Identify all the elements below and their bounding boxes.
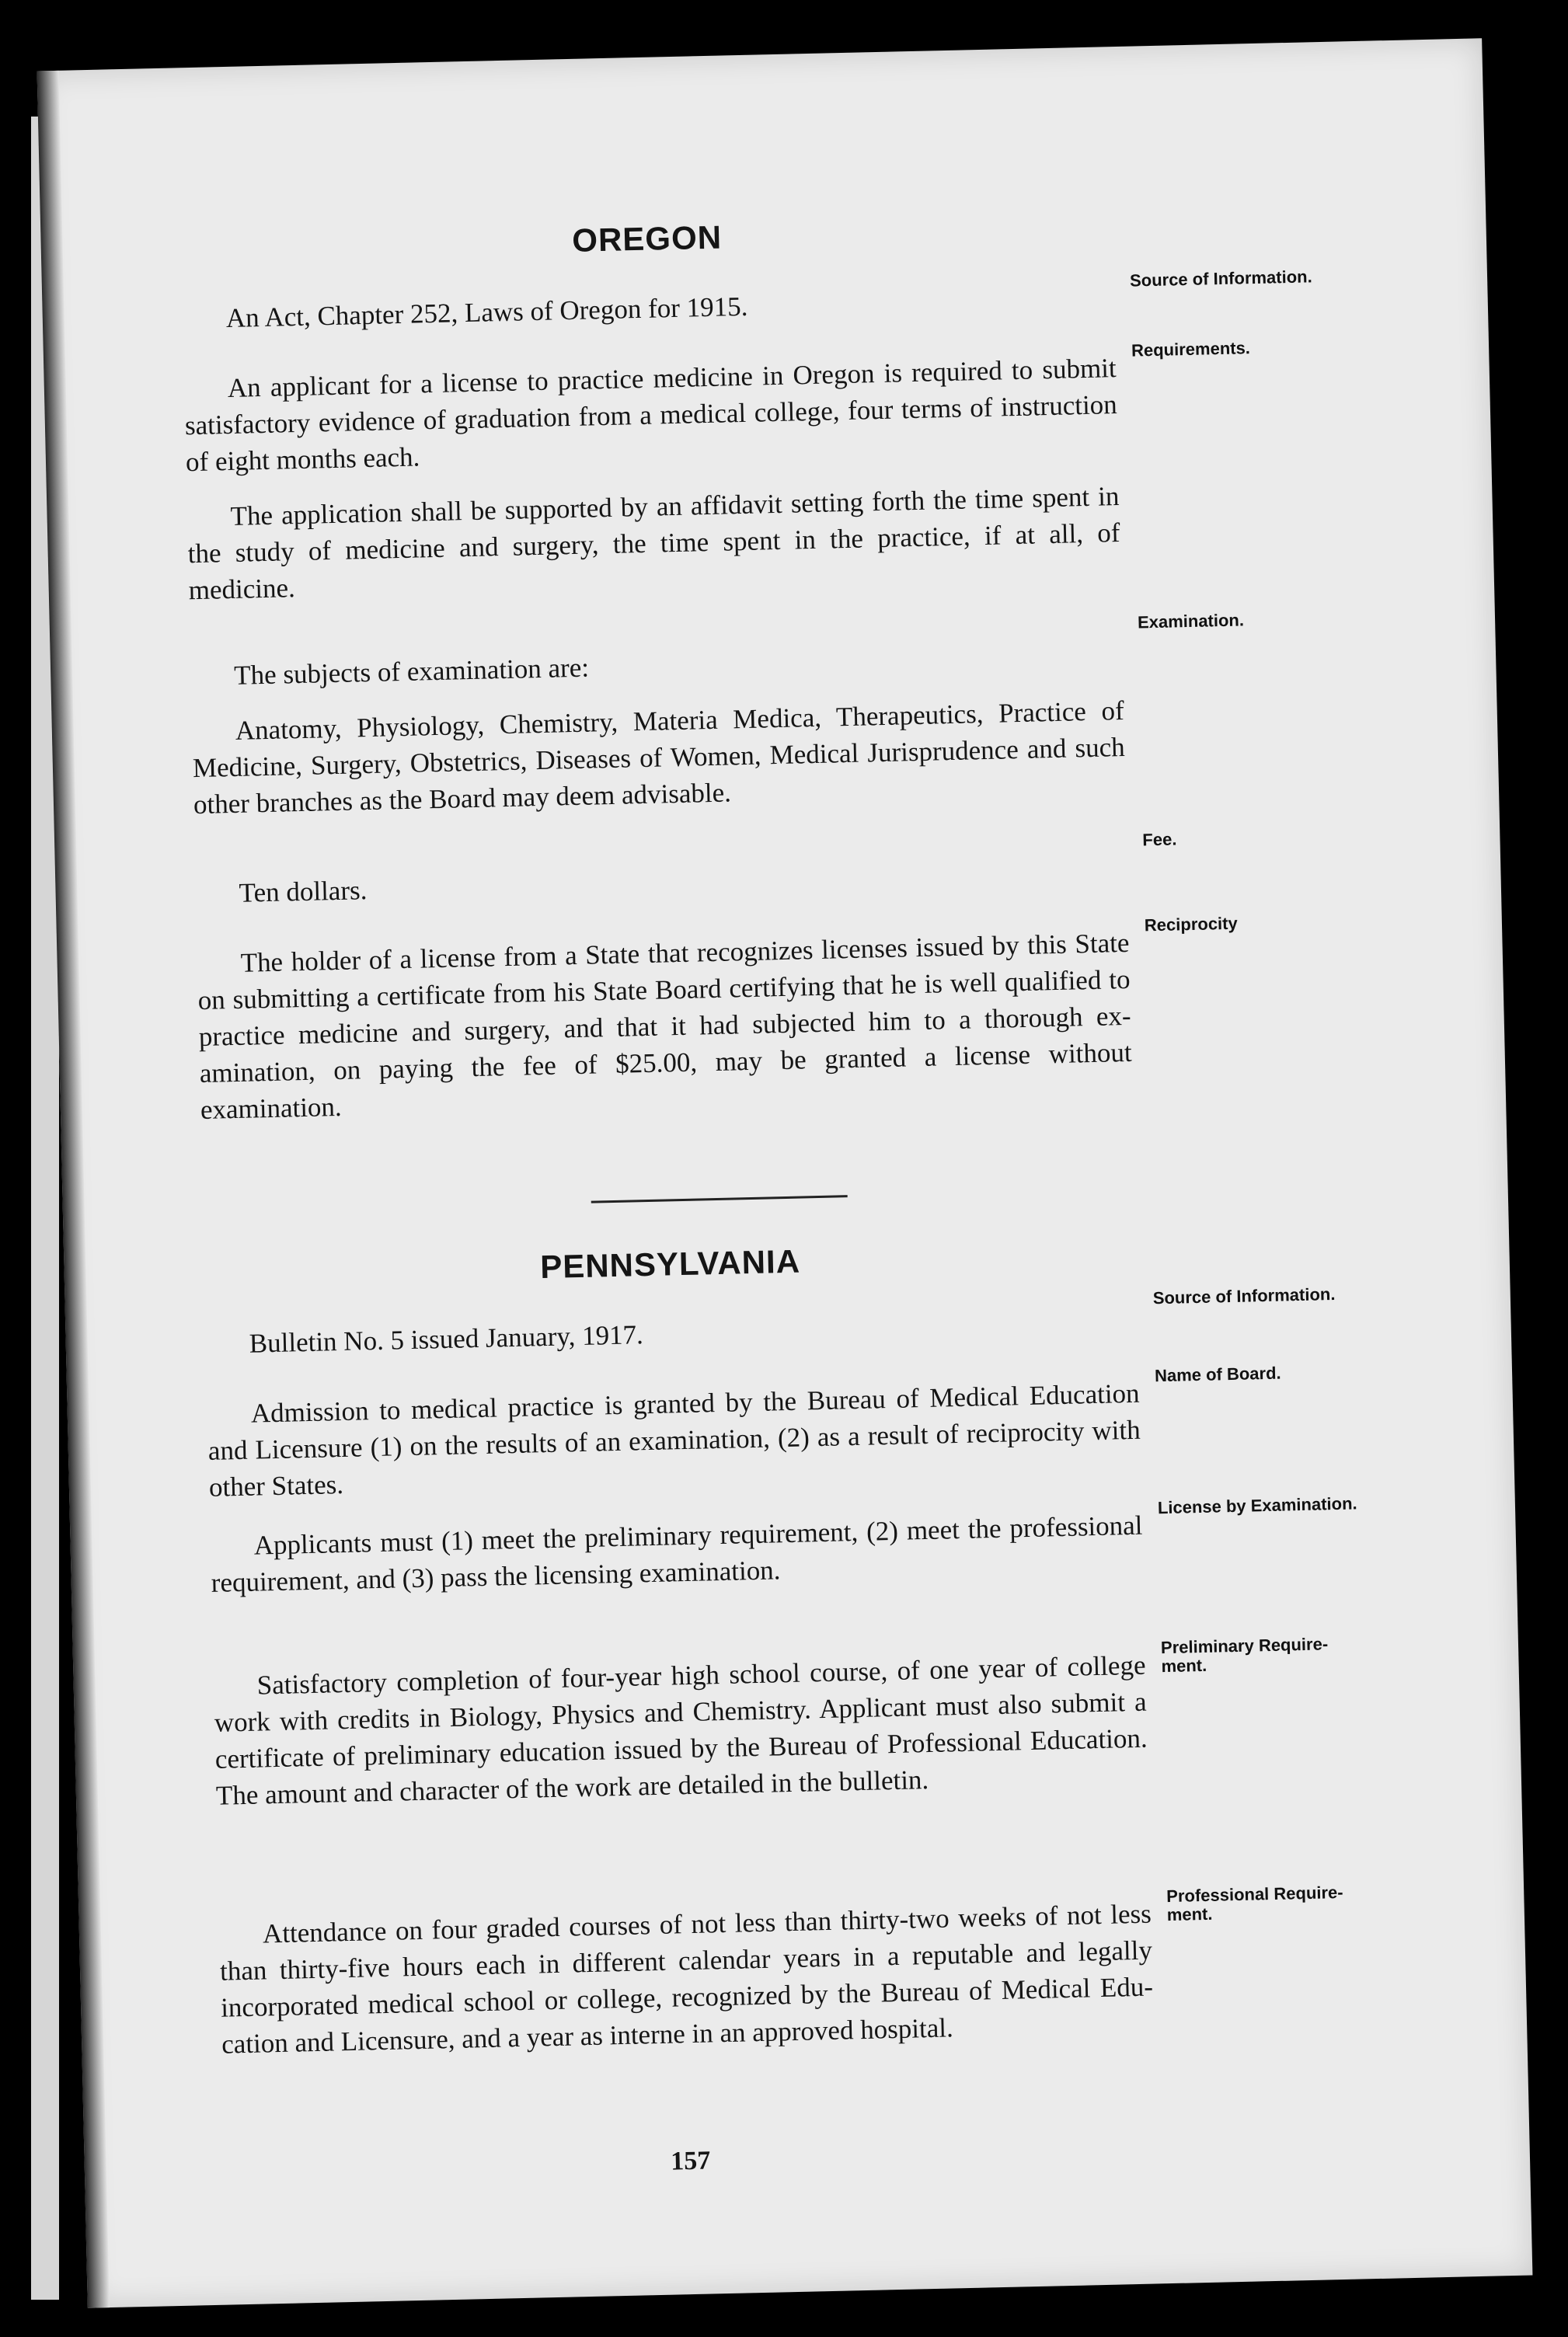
margin-note-reciprocity: Reciprocity [1144,913,1238,935]
oregon-affidavit-paragraph: The application shall be supported by an affidavit setting forth the time spent in the study of medicine and surgery, the time spent in the practice, if at all, of medicine. [187,481,1120,606]
section-heading-pennsylvania: PENNSYLVANIA [539,1242,801,1286]
oregon-requirements-paragraph: An applicant for a license to practice medicine in Oregon is required to submit satisfactory evidence of graduation from a medical college, four terms of instruction of eight months each. [184,353,1118,478]
oregon-fee [195,855,1128,912]
oregon-source-line [182,280,1115,337]
pennsylvania-license-text: Applicants must (1) meet the preliminary requirement, (2) meet the professional requirement, and (3) pass the licensing examination. [211,1510,1143,1598]
oregon-exam-subjects: Anatomy, Physiology, Chemistry, Materia Medica, Therapeutics, Practice of Medicine, Surgery, Obstetrics, Diseases of Women, Medical Jurisprudence and such other branches as the Board may deem advisable. [192,695,1126,820]
section-heading-oregon: OREGON [571,218,723,259]
oregon-examination [190,637,1127,823]
pennsylvania-license [210,1507,1144,1601]
pennsylvania-professional-text: Attendance on four graded courses of not less than thirty-two weeks of not less than thirty-five hours each in different calendar years in a reputable and legally incorporated medical school or college, recognized by the Bureau of Medical Education and Licensure, and a year as interne in an approved hospital. [219,1898,1154,2060]
oregon-reciprocity [197,925,1133,1128]
page-footer [225,2136,1157,2176]
margin-note-license: License by Examination. [1157,1493,1357,1518]
pennsylvania-source-text: Bulletin No. 5 issued January, 1917. [249,1319,644,1359]
margin-note-preliminary: Preliminary Requirement. [1160,1634,1329,1677]
oregon-reciprocity-text: The holder of a license from a State that recognizes licenses issued by this State on submitting a certificate from his State Board certifying that he is well qualified to practice medicine and surgery, and that it had subjected him to a thorough examination, on paying the fee of $25.00, may be granted a license without examination. [197,927,1133,1126]
oregon-fee-text: Ten dollars. [239,875,368,908]
pennsylvania-preliminary [213,1647,1148,1814]
pennsylvania-board [207,1375,1141,1506]
margin-note-fee: Fee. [1142,829,1177,850]
margin-note-professional: Professional Requirement. [1166,1882,1343,1925]
margin-note-examination: Examination. [1137,610,1245,632]
margin-note-board: Name of Board. [1154,1363,1281,1386]
oregon-requirements [183,350,1121,608]
page-number: 157 [670,2146,711,2176]
pennsylvania-preliminary-text: Satisfactory completion of four-year high school course, of one year of college work with credits in Biology, Physics and Chemistry. Applicant must also submit a certificate of preliminary education issued by the Bureau of Professional Education. The amount and character of the work are detailed in the bulletin. [214,1649,1148,1811]
book-page [37,38,1533,2307]
margin-note-requirements: Requirements. [1131,338,1251,360]
pennsylvania-professional [219,1896,1155,2063]
oregon-exam-intro: The subjects of examination are: [233,652,590,691]
section-divider [591,1195,848,1203]
margin-note-source: Source of Information. [1129,266,1312,291]
margin-note-source-pa: Source of Information. [1152,1283,1336,1308]
oregon-source-text: An Act, Chapter 252, Laws of Oregon for 1915. [225,291,748,334]
pennsylvania-source-line [205,1305,1138,1363]
pennsylvania-board-text: Admission to medical practice is granted by the Bureau of Medical Education and Licensure (1) on the results of an examination, (2) as a result of reciprocity with other States. [207,1377,1141,1503]
